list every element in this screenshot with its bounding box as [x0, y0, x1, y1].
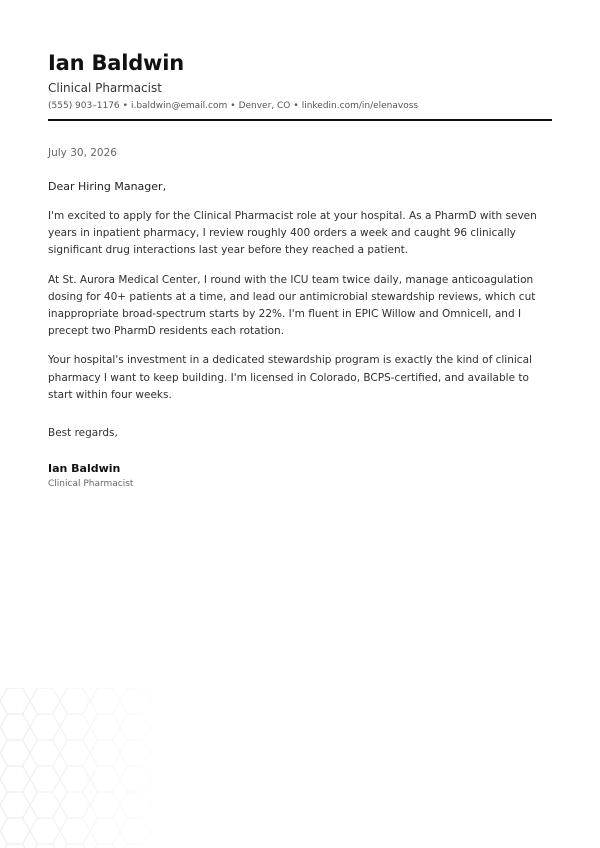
- letter-header: [48, 50, 552, 112]
- contact-location: Denver, CO: [238, 101, 291, 111]
- closing: Best regards,: [48, 427, 118, 439]
- contact-line: [48, 100, 552, 112]
- letter-date: July 30, 2026: [48, 147, 117, 159]
- salutation: Dear Hiring Manager,: [48, 180, 167, 193]
- body-paragraph-2: At St. Aurora Medical Center, I round with the ICU team twice daily, manage anticoagulation dosing for 40+ patients at a time, and lead our antimicrobial stewardship reviews, which cut inappropriate broad-spectrum starts by 22%. I'm fluent in EPIC Willow and Omnicell, and I precept two PharmD residents each rotation.: [48, 273, 536, 338]
- body-paragraph-3: Your hospital's investment in a dedicated stewardship program is exactly the kind of clinical pharmacy I want to keep building. I'm licensed in Colorado, BCPS-certified, and available to start within four weeks.: [48, 354, 532, 401]
- contact-email: i.baldwin@email.com: [130, 101, 228, 111]
- signature-title: Clinical Pharmacist: [48, 479, 134, 489]
- contact-separator: •: [230, 101, 236, 111]
- contact-separator: •: [122, 101, 128, 111]
- letter-body: [48, 180, 552, 415]
- applicant-name: Ian Baldwin: [48, 51, 185, 75]
- signature-name: Ian Baldwin: [48, 462, 121, 475]
- body-paragraph-1: I'm excited to apply for the Clinical Pharmacist role at your hospital. As a PharmD with seven years in inpatient pharmacy, I review roughly 400 orders a week and caught 96 clinically significant drug interactions last year before they reached a patient.: [48, 210, 537, 257]
- header-divider: [48, 119, 552, 121]
- contact-separator: •: [293, 101, 299, 111]
- hexagon-pattern-decoration: [0, 688, 170, 848]
- contact-phone: (555) 903–1176: [48, 101, 120, 111]
- contact-linkedin: linkedin.com/in/elenavoss: [301, 101, 419, 111]
- applicant-title: Clinical Pharmacist: [48, 81, 162, 95]
